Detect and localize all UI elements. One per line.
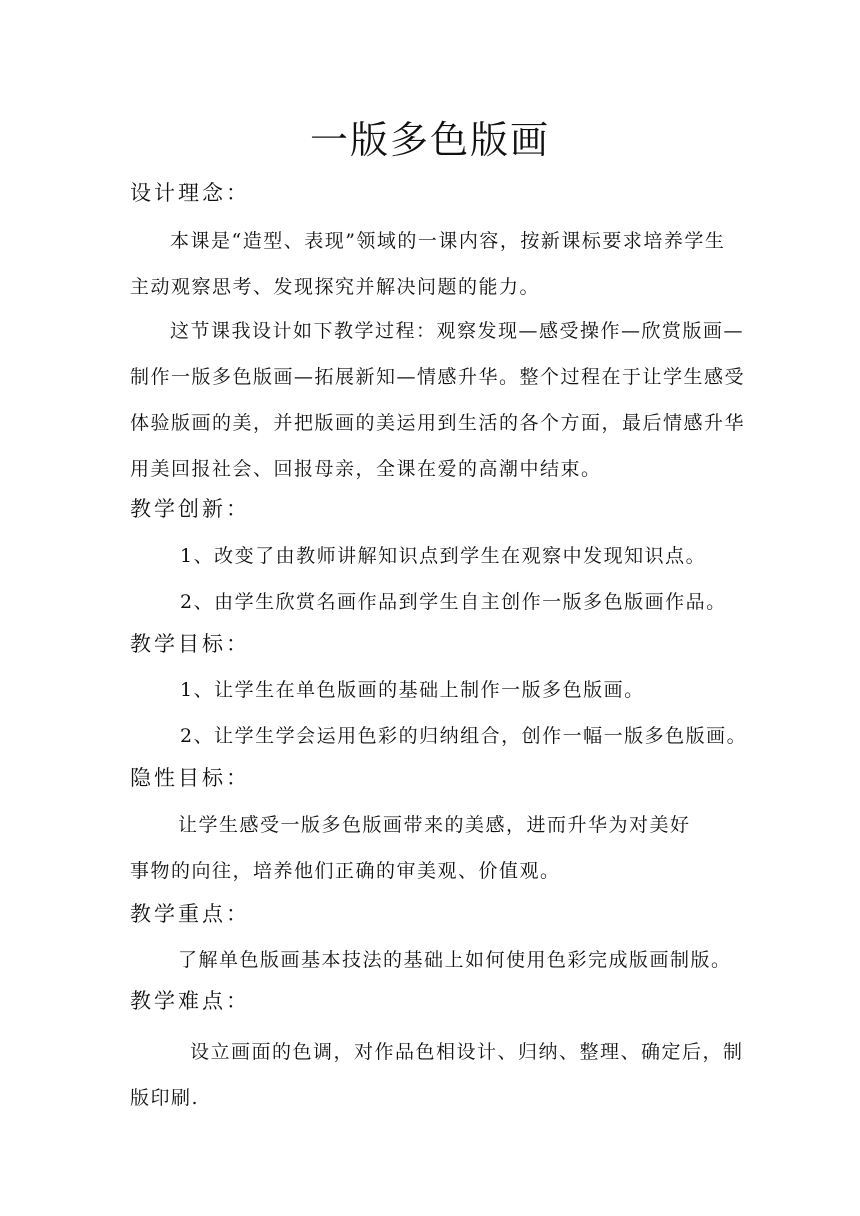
list-item: 1、让学生在单色版画的基础上制作一版多色版画。 xyxy=(180,679,645,701)
text-line: 本课是“造型、表现”领域的一课内容，按新课标要求培养学生 xyxy=(170,230,726,252)
text-line: 体验版画的美，并把版画的美运用到生活的各个方面，最后情感升华 xyxy=(130,412,746,434)
section-heading-objectives: 教学目标： xyxy=(130,632,250,656)
section-heading-hidden-objectives: 隐性目标： xyxy=(130,766,250,790)
list-item: 2、让学生学会运用色彩的归纳组合，创作一幅一版多色版画。 xyxy=(180,725,748,747)
list-objectives xyxy=(130,667,748,759)
list-item: 2、由学生欣赏名画作品到学生自主创作一版多色版画作品。 xyxy=(180,591,727,613)
paragraph-hidden-objectives xyxy=(130,802,730,894)
list-item: 1、改变了由教师讲解知识点到学生在观察中发现知识点。 xyxy=(180,545,707,567)
text-line: 制作一版多色版画—拓展新知—情感升华。整个过程在于让学生感受 xyxy=(130,366,746,388)
section-heading-innovation: 教学创新： xyxy=(130,497,250,521)
section-heading-design-concept: 设计理念： xyxy=(130,181,250,205)
text-line: 事物的向往，培养他们正确的审美观、价值观。 xyxy=(130,860,561,882)
text-line: 了解单色版画基本技法的基础上如何使用色彩完成版画制版。 xyxy=(178,949,732,971)
text-line: 设立画面的色调，对作品色相设计、归纳、整理、确定后，制 xyxy=(190,1041,744,1063)
document-title: 一版多色版画 xyxy=(309,118,550,162)
list-innovation xyxy=(130,533,730,625)
section-heading-key-points: 教学重点： xyxy=(130,902,250,926)
text-line: 版印刷. xyxy=(130,1087,200,1109)
section-heading-difficulties: 教学难点： xyxy=(130,989,250,1013)
text-line: 主动观察思考、发现探究并解决问题的能力。 xyxy=(130,276,541,298)
text-line: 用美回报社会、回报母亲，全课在爱的高潮中结束。 xyxy=(130,458,602,480)
text-line: 让学生感受一版多色版画带来的美感，进而升华为对美好 xyxy=(178,814,691,836)
paragraph-difficulties xyxy=(130,1029,744,1121)
paragraph-design-concept-2 xyxy=(130,308,746,492)
paragraph-design-concept-1 xyxy=(130,218,730,310)
paragraph-key-points xyxy=(130,937,730,983)
text-line: 这节课我设计如下教学过程：观察发现—感受操作—欣赏版画— xyxy=(170,320,745,342)
